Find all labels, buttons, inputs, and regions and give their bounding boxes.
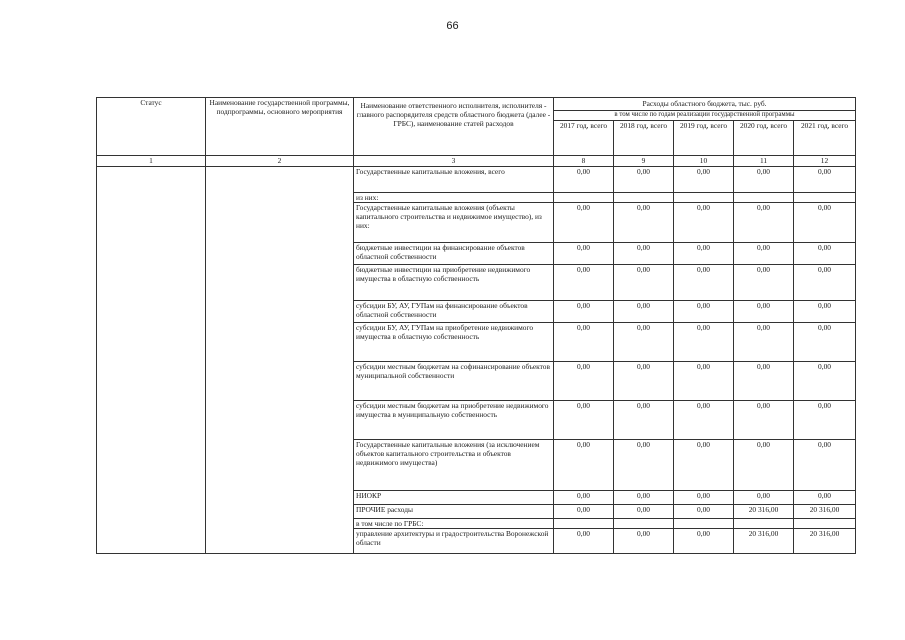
value-cell: 0,00 bbox=[554, 323, 614, 362]
value-cell: 0,00 bbox=[614, 203, 674, 243]
row-label: управление архитектуры и градостроительства Воронежской области bbox=[354, 529, 554, 554]
value-cell: 0,00 bbox=[554, 505, 614, 519]
header-program-name: Наименование государственной программы, подпрограммы, основного мероприятия bbox=[206, 98, 354, 156]
value-cell: 20 316,00 bbox=[794, 529, 856, 554]
value-cell: 0,00 bbox=[674, 440, 734, 491]
header-row-1 bbox=[97, 98, 856, 111]
value-cell: 0,00 bbox=[554, 301, 614, 323]
value-cell: 0,00 bbox=[734, 491, 794, 505]
value-cell: 0,00 bbox=[734, 243, 794, 265]
row-label: Государственные капитальные вложения (за исключением объектов капитального строительства и объектов недвижимого имущества) bbox=[354, 440, 554, 491]
value-cell: 0,00 bbox=[554, 529, 614, 554]
row-label: бюджетные инвестиции на приобретение недвижимого имущества в областную собственность bbox=[354, 265, 554, 301]
row-label: субсидии БУ, АУ, ГУПам на приобретение недвижимого имущества в областную собственность bbox=[354, 323, 554, 362]
row-label: из них: bbox=[354, 193, 554, 203]
row-label: бюджетные инвестиции на финансирование объектов областной собственности bbox=[354, 243, 554, 265]
status-cell bbox=[97, 167, 206, 554]
header-year-2021: 2021 год, всего bbox=[794, 121, 856, 156]
value-cell: 0,00 bbox=[734, 167, 794, 193]
value-cell: 0,00 bbox=[794, 440, 856, 491]
value-cell: 0,00 bbox=[794, 243, 856, 265]
row-label: субсидии местным бюджетам на софинансирование объектов муниципальной собственности bbox=[354, 362, 554, 401]
value-cell: 0,00 bbox=[794, 323, 856, 362]
header-executor: Наименование ответственного исполнителя, исполнителя - главного распорядителя средств областного бюджета (далее - ГРБС), наименование статей расходов bbox=[354, 98, 554, 156]
value-cell: 0,00 bbox=[794, 301, 856, 323]
value-cell: 0,00 bbox=[674, 401, 734, 440]
value-cell: 0,00 bbox=[734, 362, 794, 401]
column-number: 9 bbox=[614, 156, 674, 167]
value-cell: 0,00 bbox=[794, 167, 856, 193]
header-by-years: в том числе по годам реализации государственной программы bbox=[554, 111, 856, 121]
row-label: Государственные капитальные вложения, всего bbox=[354, 167, 554, 193]
value-cell bbox=[614, 519, 674, 529]
value-cell: 0,00 bbox=[614, 440, 674, 491]
value-cell: 0,00 bbox=[554, 203, 614, 243]
value-cell: 0,00 bbox=[674, 362, 734, 401]
column-number: 8 bbox=[554, 156, 614, 167]
value-cell: 0,00 bbox=[674, 323, 734, 362]
value-cell: 0,00 bbox=[554, 362, 614, 401]
value-cell: 0,00 bbox=[614, 529, 674, 554]
row-label: субсидии БУ, АУ, ГУПам на финансирование объектов областной собственности bbox=[354, 301, 554, 323]
value-cell: 0,00 bbox=[674, 167, 734, 193]
value-cell: 0,00 bbox=[674, 491, 734, 505]
column-number: 3 bbox=[354, 156, 554, 167]
value-cell: 0,00 bbox=[674, 203, 734, 243]
value-cell: 0,00 bbox=[614, 265, 674, 301]
value-cell: 20 316,00 bbox=[794, 505, 856, 519]
value-cell: 0,00 bbox=[614, 243, 674, 265]
value-cell bbox=[734, 193, 794, 203]
value-cell bbox=[674, 193, 734, 203]
budget-table bbox=[96, 97, 856, 554]
row-label: ПРОЧИЕ расходы bbox=[354, 505, 554, 519]
value-cell bbox=[554, 519, 614, 529]
column-number: 1 bbox=[97, 156, 206, 167]
page-number: 66 bbox=[446, 20, 459, 32]
value-cell: 0,00 bbox=[734, 301, 794, 323]
value-cell bbox=[734, 519, 794, 529]
value-cell bbox=[554, 193, 614, 203]
header-expenses: Расходы областного бюджета, тыс. руб. bbox=[554, 98, 856, 111]
value-cell: 0,00 bbox=[554, 491, 614, 505]
value-cell: 0,00 bbox=[734, 203, 794, 243]
value-cell bbox=[794, 519, 856, 529]
value-cell: 0,00 bbox=[674, 529, 734, 554]
value-cell: 0,00 bbox=[794, 203, 856, 243]
header-year-2020: 2020 год, всего bbox=[734, 121, 794, 156]
column-number: 2 bbox=[206, 156, 354, 167]
column-number: 12 bbox=[794, 156, 856, 167]
value-cell: 0,00 bbox=[554, 401, 614, 440]
value-cell: 0,00 bbox=[794, 362, 856, 401]
value-cell: 0,00 bbox=[554, 243, 614, 265]
value-cell: 20 316,00 bbox=[734, 505, 794, 519]
value-cell: 0,00 bbox=[794, 265, 856, 301]
value-cell: 0,00 bbox=[614, 323, 674, 362]
header-year-2019: 2019 год, всего bbox=[674, 121, 734, 156]
row-label: субсидии местным бюджетам на приобретение недвижимого имущества в муниципальную собственность bbox=[354, 401, 554, 440]
value-cell: 20 316,00 bbox=[734, 529, 794, 554]
value-cell bbox=[674, 519, 734, 529]
value-cell: 0,00 bbox=[674, 505, 734, 519]
value-cell: 0,00 bbox=[614, 491, 674, 505]
program-name-cell bbox=[206, 167, 354, 554]
value-cell: 0,00 bbox=[554, 440, 614, 491]
value-cell: 0,00 bbox=[674, 301, 734, 323]
column-number: 10 bbox=[674, 156, 734, 167]
column-number-row bbox=[97, 156, 856, 167]
value-cell: 0,00 bbox=[794, 401, 856, 440]
column-number: 11 bbox=[734, 156, 794, 167]
value-cell: 0,00 bbox=[614, 167, 674, 193]
value-cell: 0,00 bbox=[674, 265, 734, 301]
table-row bbox=[97, 167, 856, 193]
value-cell: 0,00 bbox=[794, 491, 856, 505]
value-cell bbox=[794, 193, 856, 203]
value-cell: 0,00 bbox=[734, 440, 794, 491]
row-label: в том числе по ГРБС: bbox=[354, 519, 554, 529]
header-status: Статус bbox=[97, 98, 206, 156]
value-cell: 0,00 bbox=[614, 362, 674, 401]
row-label: Государственные капитальные вложения (объекты капитального строительства и недвижимое имущество), из них: bbox=[354, 203, 554, 243]
value-cell: 0,00 bbox=[674, 243, 734, 265]
value-cell: 0,00 bbox=[554, 167, 614, 193]
value-cell: 0,00 bbox=[614, 505, 674, 519]
value-cell bbox=[614, 193, 674, 203]
value-cell: 0,00 bbox=[614, 401, 674, 440]
header-year-2017: 2017 год, всего bbox=[554, 121, 614, 156]
value-cell: 0,00 bbox=[554, 265, 614, 301]
value-cell: 0,00 bbox=[614, 301, 674, 323]
value-cell: 0,00 bbox=[734, 401, 794, 440]
row-label: НИОКР bbox=[354, 491, 554, 505]
value-cell: 0,00 bbox=[734, 265, 794, 301]
header-year-2018: 2018 год, всего bbox=[614, 121, 674, 156]
value-cell: 0,00 bbox=[734, 323, 794, 362]
